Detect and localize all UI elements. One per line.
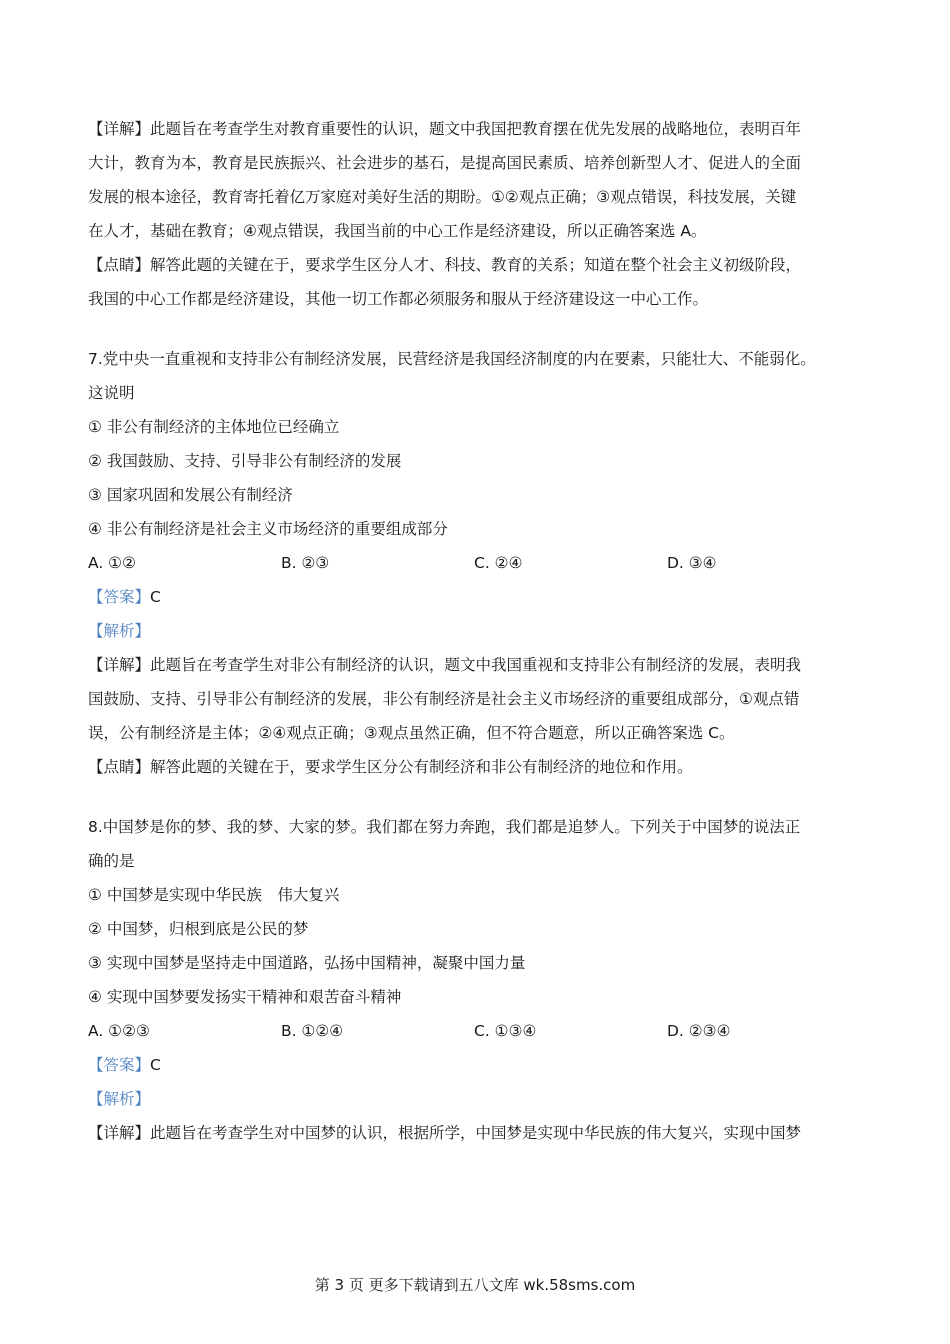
text-line: 大计，教育为本，教育是民族振兴、社会进步的基石，是提高国民素质、培养创新型人才、促进人的全面	[88, 154, 802, 172]
answer-line	[88, 580, 878, 614]
text-line: 我国的中心工作都是经济建设，其他一切工作都必须服务和服从于经济建设这一中心工作。	[88, 290, 709, 308]
option-d: D. ③④	[667, 554, 717, 572]
answer-value: C	[150, 1056, 161, 1074]
option-c: C. ①③④	[474, 1022, 537, 1040]
option-a: A. ①②	[88, 554, 136, 572]
comment-line: 【点睛】解答此题的关键在于，要求学生区分公有制经济和非公有制经济的地位和作用。	[88, 758, 693, 776]
option-b: B. ①②④	[281, 1022, 344, 1040]
statement-item: ① 中国梦是实现中华民族 伟大复兴	[88, 886, 340, 904]
answer-value: C	[150, 588, 161, 606]
statement-item: ④ 非公有制经济是社会主义市场经济的重要组成部分	[88, 520, 448, 538]
text-line: 【详解】此题旨在考查学生对教育重要性的认识，题文中我国把教育摆在优先发展的战略地位，表明百年	[88, 120, 802, 138]
answer-line	[88, 1048, 878, 1082]
answer-label: 【答案】	[88, 1056, 151, 1074]
question-stem: 这说明	[88, 384, 135, 402]
question-stem: 8.中国梦是你的梦、我的梦、大家的梦。我们都在努力奔跑，我们都是追梦人。下列关于中国梦的说法正	[88, 818, 801, 836]
page-footer: 第 3 页 更多下载请到五八文库 wk.58sms.com	[314, 1276, 636, 1294]
text-line: 误，公有制经济是主体；②④观点正确；③观点虽然正确，但不符合题意，所以正确答案选 C。	[88, 724, 735, 742]
text-line: 在人才，基础在教育；④观点错误，我国当前的中心工作是经济建设，所以正确答案选 A。	[88, 222, 707, 240]
question-stem: 确的是	[88, 852, 135, 870]
text-line: 发展的根本途径，教育寄托着亿万家庭对美好生活的期盼。①②观点正确；③观点错误，科技发展，关键	[88, 188, 797, 206]
option-b: B. ②③	[281, 554, 330, 572]
question-8	[88, 810, 878, 1150]
document-page	[88, 112, 878, 1150]
option-a: A. ①②③	[88, 1022, 150, 1040]
q6-detail	[88, 112, 878, 248]
statement-item: ② 中国梦，归根到底是公民的梦	[88, 920, 309, 938]
text-line: 【详解】此题旨在考查学生对非公有制经济的认识，题文中我国重视和支持非公有制经济的发展，表明我	[88, 656, 802, 674]
option-d: D. ②③④	[667, 1022, 731, 1040]
text-line: 【点睛】解答此题的关键在于，要求学生区分人才、科技、教育的关系；知道在整个社会主义初级阶段，	[88, 256, 802, 274]
answer-label: 【答案】	[88, 588, 151, 606]
statement-item: ④ 实现中国梦要发扬实干精神和艰苦奋斗精神	[88, 988, 402, 1006]
option-c: C. ②④	[474, 554, 523, 572]
q6-comment	[88, 248, 878, 316]
statement-item: ② 我国鼓励、支持、引导非公有制经济的发展	[88, 452, 402, 470]
analysis-label: 【解析】	[88, 622, 151, 640]
text-line: 【详解】此题旨在考查学生对中国梦的认识，根据所学，中国梦是实现中华民族的伟大复兴，实现中国梦	[88, 1124, 802, 1142]
statement-item: ③ 国家巩固和发展公有制经济	[88, 486, 293, 504]
analysis-label: 【解析】	[88, 1090, 151, 1108]
answer-options	[88, 546, 878, 580]
question-stem: 7.党中央一直重视和支持非公有制经济发展，民营经济是我国经济制度的内在要素，只能壮大、不能弱化。	[88, 350, 816, 368]
statement-item: ③ 实现中国梦是坚持走中国道路，弘扬中国精神，凝聚中国力量	[88, 954, 526, 972]
statement-item: ① 非公有制经济的主体地位已经确立	[88, 418, 340, 436]
question-7	[88, 342, 878, 784]
answer-options	[88, 1014, 878, 1048]
text-line: 国鼓励、支持、引导非公有制经济的发展，非公有制经济是社会主义市场经济的重要组成部分，①观点错	[88, 690, 800, 708]
